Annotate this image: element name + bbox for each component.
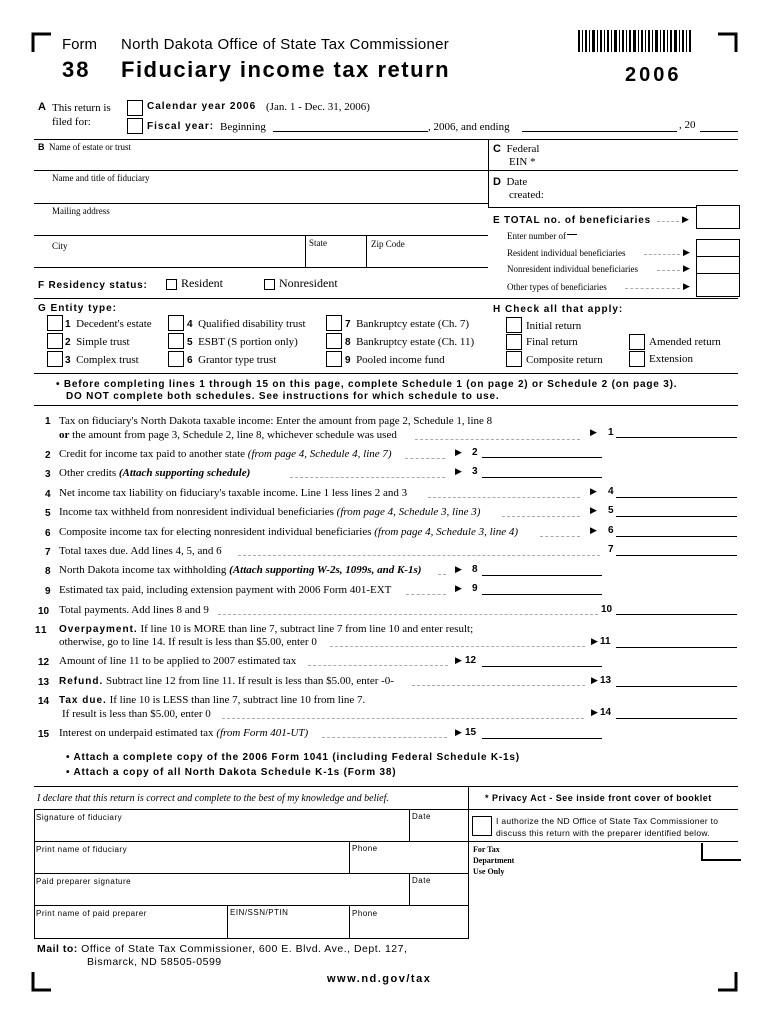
line-10-field[interactable] <box>616 614 737 615</box>
section-e-title: E TOTAL no. of beneficiaries <box>493 215 651 226</box>
line-15-field[interactable] <box>482 738 602 739</box>
fiscal-end-year-label: , 20 <box>679 119 696 131</box>
line-11-field[interactable] <box>616 647 737 648</box>
entity-type-title: G Entity type: <box>38 303 118 314</box>
line-13-label: 13 <box>600 675 612 686</box>
entity-option-8: 8 Bankruptcy estate (Ch. 11) <box>345 336 475 348</box>
fiscal-end-field[interactable] <box>522 131 677 132</box>
arrow-icon: ▶ <box>590 427 597 437</box>
resident-checkbox[interactable] <box>166 279 177 290</box>
line-6-number: 6 <box>45 528 51 539</box>
entity-checkbox-8[interactable] <box>326 333 342 349</box>
line-9-text: Estimated tax paid, including extension payment with 2006 Form 401-EXT <box>59 584 392 596</box>
arrow-icon: ▶ <box>683 247 690 257</box>
line-12-text: Amount of line 11 to be applied to 2007 estimated tax <box>59 655 297 667</box>
calendar-year-label: Calendar year 2006 <box>147 101 257 112</box>
corner-mark-top-left <box>31 32 51 52</box>
nonresident-label: Nonresident <box>279 276 338 290</box>
line-3-text: Other credits (Attach supporting schedule) <box>59 467 251 479</box>
line-15-number: 15 <box>38 729 50 740</box>
divider <box>349 841 350 873</box>
initial-return-checkbox[interactable] <box>506 317 522 333</box>
final-return-checkbox[interactable] <box>506 334 522 350</box>
arrow-icon: ▶ <box>455 727 462 737</box>
other-beneficiaries-label: Other types of beneficiaries <box>507 282 607 292</box>
print-preparer-label: Print name of paid preparer <box>36 909 147 918</box>
line-15-label: 15 <box>465 727 477 738</box>
fiscal-year-checkbox[interactable] <box>127 118 143 134</box>
divider <box>34 905 468 906</box>
line-12-field[interactable] <box>482 666 602 667</box>
composite-return-label: Composite return <box>526 354 603 366</box>
city-label: City <box>52 241 68 251</box>
divider <box>34 873 468 874</box>
line-9-label: 9 <box>472 583 478 594</box>
arrow-icon: ▶ <box>455 466 462 476</box>
divider <box>349 905 350 939</box>
divider <box>34 235 488 236</box>
divider <box>305 235 306 267</box>
entity-checkbox-5[interactable] <box>168 333 184 349</box>
section-d-created: created: <box>509 189 544 201</box>
signature-fiduciary-label: Signature of fiduciary <box>36 813 123 822</box>
other-beneficiaries-box[interactable] <box>696 273 740 297</box>
instruction-line-2: DO NOT complete both schedules. See instructions for which schedule to use. <box>66 391 500 402</box>
fiscal-mid-label: , 2006, and ending <box>428 121 510 133</box>
arrow-icon: ▶ <box>590 505 597 515</box>
form-label: Form <box>62 36 97 53</box>
arrow-icon: ▶ <box>455 655 462 665</box>
agency-name: North Dakota Office of State Tax Commissioner <box>121 36 450 53</box>
section-d-label: D Date <box>493 176 528 188</box>
entity-option-1: 1 Decedent's estate <box>65 318 152 330</box>
line-10-text: Total payments. Add lines 8 and 9 <box>59 604 209 616</box>
section-c-ein: EIN * <box>509 156 536 168</box>
line-11-text-a: Overpayment. If line 10 is MORE than line 7, subtract line 7 from line 10 and enter result; <box>59 623 474 635</box>
line-5-text: Income tax withheld from nonresident individual beneficiaries (from page 4, Schedule 3, line 3) <box>59 506 481 518</box>
final-return-label: Final return <box>526 336 578 348</box>
line-1-number: 1 <box>45 416 51 427</box>
line-6-field[interactable] <box>616 536 737 537</box>
line-2-number: 2 <box>45 450 51 461</box>
arrow-icon: ▶ <box>683 281 690 291</box>
fiscal-year-label: Fiscal year: <box>147 121 215 132</box>
corner-mark-bottom-left <box>31 972 51 992</box>
line-3-field[interactable] <box>482 477 602 478</box>
divider <box>468 786 469 910</box>
line-12-number: 12 <box>38 657 50 668</box>
residency-status-label: F Residency status: <box>38 280 148 291</box>
section-c-label: C Federal <box>493 143 540 155</box>
line-10-label: 10 <box>601 604 613 615</box>
entity-option-5: 5 ESBT (S portion only) <box>187 336 298 348</box>
attach-line-1: • Attach a complete copy of the 2006 Form 1041 (including Federal Schedule K-1s) <box>66 752 520 763</box>
total-beneficiaries-box[interactable] <box>696 205 740 229</box>
dept-label-3: Use Only <box>473 867 505 876</box>
calendar-year-dates: (Jan. 1 - Dec. 31, 2006) <box>266 101 370 113</box>
section-a-letter: A <box>38 101 46 113</box>
line-13-text: Refund. Subtract line 12 from line 11. If result is less than $5.00, enter -0- <box>59 675 394 687</box>
date-label: Date <box>412 812 431 821</box>
divider <box>34 809 35 938</box>
divider <box>227 905 228 939</box>
divider <box>366 235 367 267</box>
ein-label: EIN/SSN/PTIN <box>230 908 289 917</box>
state-label: State <box>309 238 327 248</box>
line-4-field[interactable] <box>616 497 737 498</box>
line-12-label: 12 <box>465 655 477 666</box>
arrow-icon: ▶ <box>455 564 462 574</box>
divider <box>34 139 738 140</box>
page-title: Fiduciary income tax return <box>121 57 451 82</box>
line-14-text-b: If result is less than $5.00, enter 0 <box>62 708 211 720</box>
line-4-label: 4 <box>608 486 614 497</box>
mail-to-line-1: Mail to: Office of State Tax Commissioner, 600 E. Blvd. Ave., Dept. 127, <box>37 943 408 955</box>
arrow-icon: ▶ <box>590 525 597 535</box>
website-link[interactable]: www.nd.gov/tax <box>327 973 432 985</box>
extension-label: Extension <box>649 353 693 365</box>
zip-code-label: Zip Code <box>371 239 405 249</box>
divider <box>409 809 410 841</box>
line-5-number: 5 <box>45 508 51 519</box>
line-7-label: 7 <box>608 544 614 555</box>
line-8-number: 8 <box>45 566 51 577</box>
preparer-date-label: Date <box>412 876 431 885</box>
divider <box>34 267 488 268</box>
line-5-field[interactable] <box>616 516 737 517</box>
line-4-text: Net income tax liability on fiduciary's taxable income. Line 1 less lines 2 and 3 <box>59 487 408 499</box>
line-2-field[interactable] <box>482 457 602 458</box>
resident-beneficiaries-label: Resident individual beneficiaries <box>507 248 626 258</box>
line-3-number: 3 <box>45 469 51 480</box>
line-5-label: 5 <box>608 505 614 516</box>
line-8-text: North Dakota income tax withholding (Attach supporting W-2s, 1099s, and K-1s) <box>59 564 422 576</box>
check-all-title: H Check all that apply: <box>493 304 624 315</box>
amended-return-checkbox[interactable] <box>629 334 645 350</box>
barcode-image <box>578 30 692 52</box>
line-1-label: 1 <box>608 427 614 438</box>
divider <box>34 170 738 171</box>
arrow-icon: ▶ <box>455 583 462 593</box>
dept-bracket <box>701 843 741 861</box>
entity-checkbox-7[interactable] <box>326 315 342 331</box>
line-14-label: 14 <box>600 707 612 718</box>
fiscal-end-year-field[interactable] <box>700 131 738 132</box>
line-11-text-b: otherwise, go to line 14. If result is less than $5.00, enter 0 <box>59 636 317 648</box>
composite-return-checkbox[interactable] <box>506 351 522 367</box>
divider <box>34 809 738 810</box>
instruction-line-1: • Before completing lines 1 through 15 on this page, complete Schedule 1 (on page 2) or Schedule 2 (on page 3). <box>56 379 678 390</box>
dept-label-1: For Tax <box>473 845 500 854</box>
entity-option-9: 9 Pooled income fund <box>345 354 445 366</box>
arrow-icon: ▶ <box>591 636 598 646</box>
line-7-text: Total taxes due. Add lines 4, 5, and 6 <box>59 545 222 557</box>
entity-option-4: 4 Qualified disability trust <box>187 318 306 330</box>
initial-return-label: Initial return <box>526 320 582 332</box>
calendar-year-checkbox[interactable] <box>127 100 143 116</box>
section-a-label: This return is filed for: <box>52 102 111 128</box>
line-8-field[interactable] <box>482 575 602 576</box>
authorize-checkbox[interactable] <box>472 816 492 836</box>
line-8-label: 8 <box>472 564 478 575</box>
line-14-text-a: Tax due. If line 10 is LESS than line 7, subtract line 10 from line 7. <box>59 694 366 706</box>
arrow-icon: ▶ <box>591 707 598 717</box>
enter-number-label: Enter number of <box>507 231 566 241</box>
tax-year: 2006 <box>625 64 682 86</box>
fiscal-begin-field[interactable] <box>273 131 428 132</box>
line-7-field[interactable] <box>616 555 737 556</box>
divider <box>488 139 489 208</box>
authorize-text: I authorize the ND Office of State Tax Commissioner to discuss this return with the preparer identified below. <box>496 816 719 838</box>
line-14-number: 14 <box>38 696 50 707</box>
entity-checkbox-9[interactable] <box>326 351 342 367</box>
divider <box>34 203 488 204</box>
line-6-label: 6 <box>608 525 614 536</box>
entity-checkbox-6[interactable] <box>168 351 184 367</box>
line-4-number: 4 <box>45 489 51 500</box>
preparer-signature-label: Paid preparer signature <box>36 877 132 886</box>
line-9-field[interactable] <box>482 594 602 595</box>
entity-checkbox-1[interactable] <box>47 315 63 331</box>
entity-option-6: 6 Grantor type trust <box>187 354 277 366</box>
line-13-field[interactable] <box>616 686 737 687</box>
corner-mark-bottom-right <box>718 972 738 992</box>
line-13-number: 13 <box>38 677 50 688</box>
line-3-label: 3 <box>472 466 478 477</box>
line-6-text: Composite income tax for electing nonresident individual beneficiaries (from page 4, Schedule 3, line 4) <box>59 526 519 538</box>
entity-option-2: 2 Simple trust <box>65 336 130 348</box>
divider <box>34 786 738 787</box>
entity-checkbox-4[interactable] <box>168 315 184 331</box>
dept-label-2: Department <box>473 856 515 865</box>
amended-return-label: Amended return <box>649 336 721 348</box>
fiscal-beginning-label: Beginning <box>220 121 266 133</box>
fiduciary-name-label: Name and title of fiduciary <box>52 173 150 183</box>
divider <box>409 873 410 905</box>
mail-to-line-2: Bismarck, ND 58505-0599 <box>87 956 222 968</box>
divider <box>468 841 738 842</box>
line-1-text-a: Tax on fiduciary's North Dakota taxable income: Enter the amount from page 2, Schedule 1, line 8 <box>59 415 493 427</box>
privacy-act-note: * Privacy Act - See inside front cover of booklet <box>485 793 712 803</box>
resident-label: Resident <box>181 276 223 290</box>
line-14-field[interactable] <box>616 718 737 719</box>
arrow-icon: ▶ <box>455 447 462 457</box>
line-1-field[interactable] <box>616 437 737 438</box>
line-9-number: 9 <box>45 586 51 597</box>
entity-option-3: 3 Complex trust <box>65 354 139 366</box>
line-7-number: 7 <box>45 547 51 558</box>
resident-beneficiaries-box[interactable] <box>696 239 740 257</box>
arrow-icon: ▶ <box>591 675 598 685</box>
line-2-text: Credit for income tax paid to another state (from page 4, Schedule 4, line 7) <box>59 448 392 460</box>
arrow-icon: ▶ <box>590 486 597 496</box>
entity-option-7: 7 Bankruptcy estate (Ch. 7) <box>345 318 470 330</box>
corner-mark-top-right <box>718 32 738 52</box>
entity-checkbox-2[interactable] <box>47 333 63 349</box>
phone-label: Phone <box>352 844 378 853</box>
line-10-number: 10 <box>38 606 50 617</box>
nonresident-beneficiaries-box[interactable] <box>696 256 740 274</box>
print-fiduciary-label: Print name of fiduciary <box>36 845 128 854</box>
line-15-text: Interest on underpaid estimated tax (from Form 401-UT) <box>59 727 309 739</box>
divider <box>468 905 469 939</box>
section-b-label: B Name of estate or trust <box>38 142 131 152</box>
arrow-icon: ▶ <box>683 263 690 273</box>
divider <box>34 373 738 374</box>
extension-checkbox[interactable] <box>629 351 645 367</box>
arrow-icon: ▶ <box>682 214 689 224</box>
divider <box>34 841 468 842</box>
line-1-text-b: or the amount from page 3, Schedule 2, line 8, whichever schedule was used <box>59 429 397 441</box>
line-2-label: 2 <box>472 447 478 458</box>
divider <box>34 405 738 406</box>
attach-line-2: • Attach a copy of all North Dakota Schedule K-1s (Form 38) <box>66 767 397 778</box>
nonresident-beneficiaries-label: Nonresident individual beneficiaries <box>507 264 638 274</box>
form-number: 38 <box>62 57 91 82</box>
line-11-number: 11 <box>35 625 48 636</box>
line-11-label: 11 <box>600 636 611 647</box>
declaration-text: I declare that this return is correct and complete to the best of my knowledge and belief. <box>37 793 389 804</box>
nonresident-checkbox[interactable] <box>264 279 275 290</box>
preparer-phone-label: Phone <box>352 909 378 918</box>
divider <box>34 938 468 939</box>
divider <box>34 298 738 299</box>
entity-checkbox-3[interactable] <box>47 351 63 367</box>
mailing-address-label: Mailing address <box>52 206 110 216</box>
